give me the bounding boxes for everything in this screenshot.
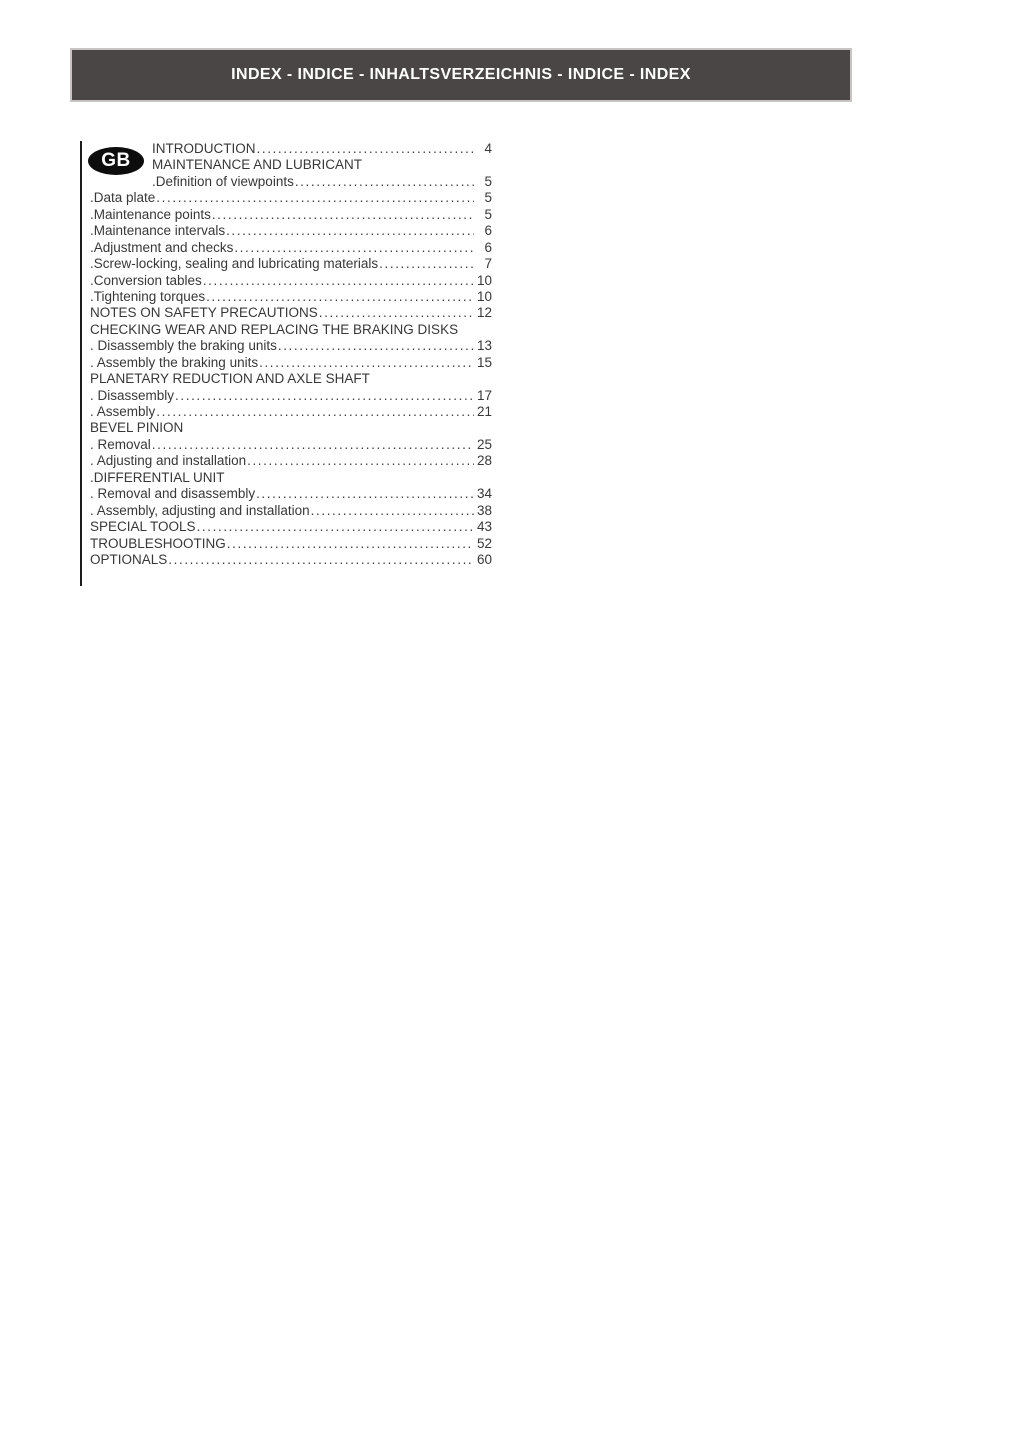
dot-leader	[212, 207, 474, 223]
toc-entry-label: CHECKING WEAR AND REPLACING THE BRAKING DISKS	[90, 321, 459, 337]
toc-entry-label: .Maintenance points	[90, 206, 211, 222]
toc-entry	[90, 470, 492, 486]
toc-entry	[90, 305, 492, 321]
dot-leader	[197, 519, 474, 535]
toc-entry-page: 43	[476, 519, 492, 535]
toc-entry	[90, 404, 492, 420]
toc-entry	[90, 322, 492, 338]
dot-leader	[206, 289, 474, 305]
toc-entry-page: 6	[484, 239, 492, 255]
toc-entry-page: 4	[484, 141, 492, 156]
toc-entry-page: 34	[476, 486, 492, 502]
toc-entry	[90, 388, 492, 404]
toc-entry	[90, 503, 492, 519]
toc-entry-label: .Data plate	[90, 190, 156, 206]
toc-entry	[90, 157, 492, 173]
toc-entry-page: 17	[476, 387, 492, 403]
toc-entry-page: 5	[484, 173, 492, 189]
toc-entry	[90, 486, 492, 502]
dot-leader	[257, 141, 475, 157]
dot-leader	[203, 273, 474, 289]
toc-entry	[90, 536, 492, 552]
dot-leader	[256, 486, 474, 502]
toc-entry-label: .DIFFERENTIAL UNIT	[90, 469, 225, 485]
toc-entry-label: . Removal	[90, 436, 151, 452]
toc-entry	[90, 273, 492, 289]
toc-entry-label: . Assembly the braking units	[90, 354, 259, 370]
toc-entry	[90, 519, 492, 535]
toc-entry-label: INTRODUCTION	[152, 141, 256, 156]
toc-entry	[90, 289, 492, 305]
toc-entry-label: . Disassembly	[90, 387, 175, 403]
toc-entry-label: . Disassembly the braking units	[90, 338, 277, 354]
toc-entry-page: 25	[476, 436, 492, 452]
toc-entry-page: 10	[476, 288, 492, 304]
toc-entry-label: . Assembly, adjusting and installation	[90, 502, 310, 518]
toc-entry-label: SPECIAL TOOLS	[90, 519, 196, 535]
dot-leader	[234, 240, 474, 256]
toc-entry-page: 52	[476, 535, 492, 551]
toc-entry	[90, 240, 492, 256]
toc-entry	[90, 207, 492, 223]
dot-leader	[295, 174, 474, 190]
toc-entry-label: .Maintenance intervals	[90, 223, 226, 239]
dot-leader	[175, 388, 474, 404]
toc-entry	[90, 338, 492, 354]
toc-entry-label: NOTES ON SAFETY PRECAUTIONS	[90, 305, 318, 321]
toc-entry	[90, 355, 492, 371]
dot-leader	[278, 338, 474, 354]
toc-entry-page: 12	[476, 305, 492, 321]
toc-entry-page: 13	[476, 338, 492, 354]
left-rule	[80, 141, 82, 586]
toc-entry-page: 7	[484, 256, 492, 272]
toc-entry-page: 38	[476, 502, 492, 518]
toc-entry-label: OPTIONALS	[90, 551, 168, 567]
toc-entry	[90, 223, 492, 239]
toc-entry-label: BEVEL PINION	[90, 420, 184, 436]
toc-entry-page: 60	[476, 551, 492, 567]
toc-entry	[90, 190, 492, 206]
dot-leader	[156, 404, 474, 420]
toc-entry-page: 28	[476, 453, 492, 469]
toc-entry-page: 15	[476, 354, 492, 370]
toc-entry-label: .Definition of viewpoints	[152, 173, 294, 189]
language-badge-label: GB	[101, 150, 131, 171]
toc-entry	[90, 437, 492, 453]
toc-entry	[90, 552, 492, 568]
dot-leader	[152, 437, 474, 453]
dot-leader	[259, 355, 474, 371]
dot-leader	[226, 223, 474, 239]
toc-entry-page: 21	[476, 404, 492, 419]
toc-entry	[90, 453, 492, 469]
toc-entry-label: .Tightening torques	[90, 288, 206, 304]
toc-entry-page: 6	[484, 223, 492, 239]
index-header-bar	[70, 48, 852, 102]
toc-entry-label: PLANETARY REDUCTION AND AXLE SHAFT	[90, 371, 370, 387]
toc-entry-label: .Screw-locking, sealing and lubricating materials	[90, 256, 379, 272]
dot-leader	[227, 536, 474, 552]
dot-leader	[247, 453, 474, 469]
dot-leader	[379, 256, 474, 272]
toc-entry-label: . Removal and disassembly	[90, 486, 256, 502]
toc-entry-label: . Adjusting and installation	[90, 453, 247, 469]
toc-entry-page: 10	[476, 272, 492, 288]
toc-entry	[90, 371, 492, 387]
toc-entry	[90, 174, 492, 190]
toc-entry-label: MAINTENANCE AND LUBRICANT	[152, 157, 363, 173]
dot-leader	[156, 190, 474, 206]
toc-entry-label: . Assembly	[90, 404, 156, 419]
dot-leader	[168, 552, 474, 568]
table-of-contents	[90, 141, 492, 568]
dot-leader	[319, 305, 474, 321]
toc-entry	[90, 141, 492, 157]
index-header-title: INDEX - INDICE - INHALTSVERZEICHNIS - INDICE - INDEX	[231, 66, 691, 83]
toc-entry	[90, 256, 492, 272]
toc-entry-page: 5	[484, 206, 492, 222]
toc-entry	[90, 420, 492, 436]
toc-entry-label: .Conversion tables	[90, 272, 202, 288]
toc-entry-label: TROUBLESHOOTING	[90, 535, 226, 551]
toc-entry-label: .Adjustment and checks	[90, 239, 234, 255]
toc-entry-page: 5	[484, 190, 492, 206]
dot-leader	[311, 503, 474, 519]
